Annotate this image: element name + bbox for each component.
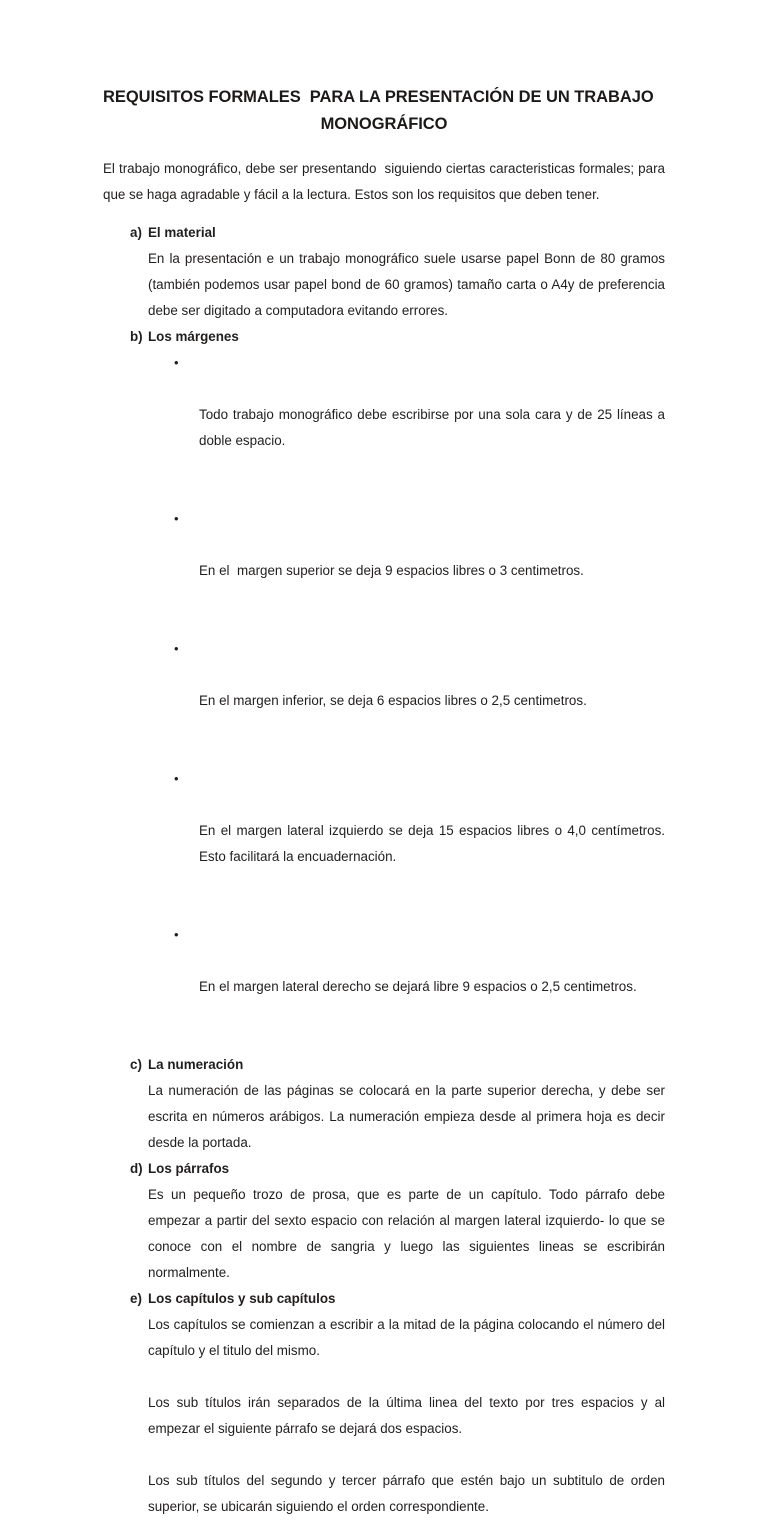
bullet-text: • En el margen inferior, se deja 6 espacios libres o 2,5 centimetros.: [199, 693, 587, 708]
list-item: [148, 350, 669, 506]
list-item-e: [103, 1286, 669, 1520]
list-marker-b: b): [130, 329, 143, 344]
list-heading-a: El material: [148, 225, 216, 240]
requirements-list: [103, 220, 669, 1520]
list-body-c: La numeración de las páginas se colocará en la parte superior derecha, y debe ser escrita en números arábigos. La numeración empieza desde al primera hoja es decir desde la portada.: [148, 1083, 669, 1150]
list-body-a: En la presentación e un trabajo monográfico suele usarse papel Bonn de 80 gramos (también podemos usar papel bond de 60 gramos) tamaño carta o A4y de preferencia debe ser digitado a computadora evitando errores.: [148, 251, 669, 318]
document-content: [103, 84, 669, 1520]
list-item: [148, 506, 665, 636]
bullet-text: • En el margen superior se deja 9 espacios libres o 3 centimetros.: [199, 563, 584, 578]
list-body-e-3: Los sub títulos del segundo y tercer párrafo que estén bajo un subtitulo de orden superior, se ubicarán siguiendo el orden correspondiente.: [148, 1473, 669, 1514]
bullet-text: • En el margen lateral derecho se dejará libre 9 espacios o 2,5 centimetros.: [199, 979, 637, 994]
list-marker-e: e): [130, 1291, 142, 1306]
page-title-line-2: MONOGRÁFICO: [320, 115, 448, 133]
list-heading-b: Los márgenes: [148, 329, 239, 344]
list-body-d: Es un pequeño trozo de prosa, que es parte de un capítulo. Todo párrafo debe empezar a partir del sexto espacio con relación al margen lateral izquierdo- lo que se conoce con el nombre de sangria y luego las siguientes lineas se escribirán normalmente.: [148, 1187, 669, 1280]
list-heading-d: Los párrafos: [148, 1161, 230, 1176]
list-heading-e: Los capítulos y sub capítulos: [148, 1291, 336, 1306]
margin-bullet-list: [148, 350, 669, 1052]
page-title-line-1: REQUISITOS FORMALES PARA LA PRESENTACIÓN DE UN TRABAJO: [103, 88, 654, 106]
list-marker-a: a): [130, 225, 142, 240]
paragraph-spacer: [148, 1442, 665, 1468]
list-marker-c: c): [130, 1057, 142, 1072]
list-item-c: [103, 1052, 669, 1156]
list-heading-c: La numeración: [148, 1057, 244, 1072]
list-item-a: [103, 220, 669, 324]
list-marker-d: d): [130, 1161, 143, 1176]
bullet-text: • En el margen lateral izquierdo se deja 15 espacios libres o 4,0 centímetros. Esto facilitará la encuadernación.: [199, 823, 669, 864]
bullet-text: • Todo trabajo monográfico debe escribirse por una sola cara y de 25 líneas a doble espacio.: [199, 407, 669, 448]
list-body-e-1: Los capítulos se comienzan a escribir a la mitad de la página colocando el número del capítulo y el titulo del mismo.: [148, 1317, 669, 1358]
intro-paragraph: El trabajo monográfico, debe ser presentando siguiendo ciertas caracteristicas formales; para que se haga agradable y fácil a la lectura. Estos son los requisitos que deben tener.: [103, 161, 669, 202]
list-item: [148, 636, 665, 766]
page-title: [103, 84, 665, 138]
list-item: [148, 922, 665, 1052]
list-body-e-2: Los sub títulos irán separados de la última linea del texto por tres espacios y al empezar el siguiente párrafo se dejará dos espacios.: [148, 1395, 669, 1436]
paragraph-spacer: [148, 1364, 665, 1390]
list-item-b: [103, 324, 669, 1052]
list-item: [148, 766, 669, 922]
list-item-d: [103, 1156, 669, 1286]
